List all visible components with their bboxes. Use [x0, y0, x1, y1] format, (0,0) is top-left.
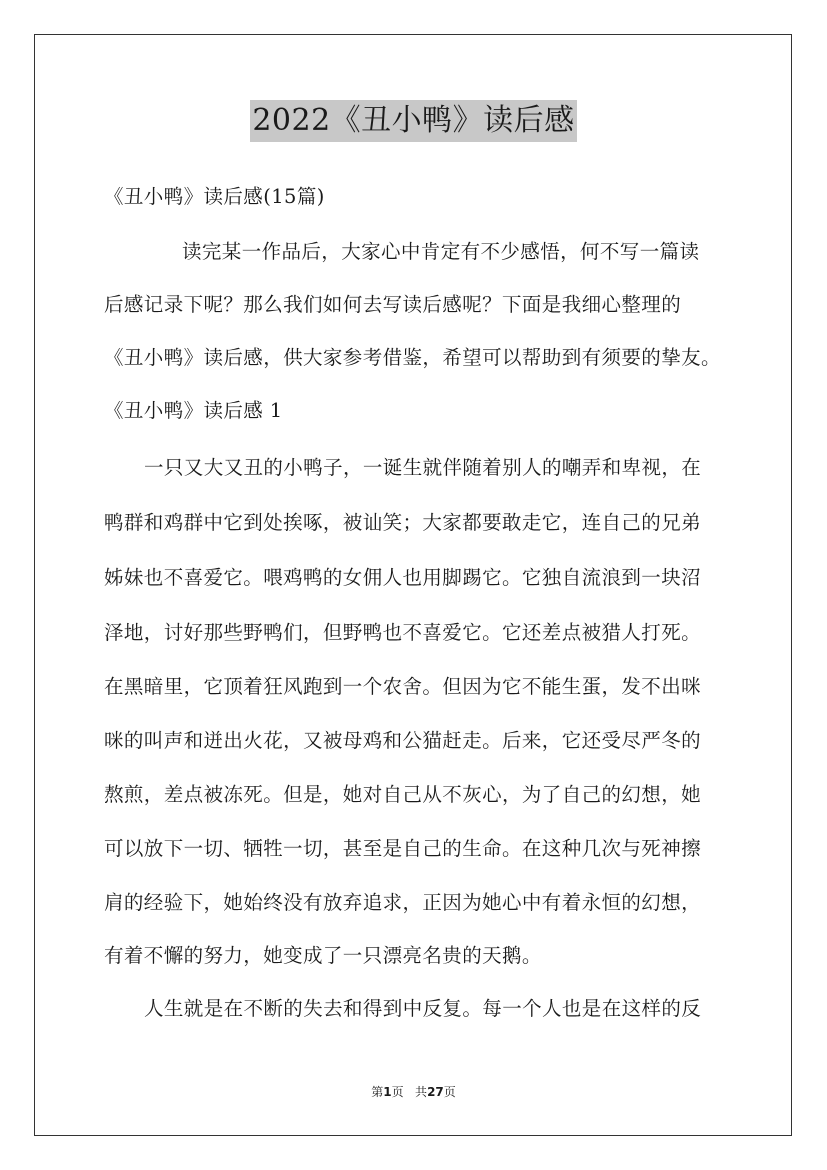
body-line: 姊妹也不喜爱它。喂鸡鸭的女佣人也用脚踢它。它独自流浪到一块沼	[104, 566, 702, 589]
total-pages: 27	[427, 1085, 444, 1099]
page-prefix: 第	[371, 1085, 384, 1099]
section-heading: 《丑小鸭》读后感 1	[104, 399, 283, 422]
body-line: 泽地，讨好那些野鸭们，但野鸭也不喜爱它。它还差点被猎人打死。	[104, 621, 702, 644]
body-line: 可以放下一切、牺牲一切，甚至是自己的生命。在这种几次与死神擦	[104, 837, 702, 860]
body-line: 在黑暗里，它顶着狂风跑到一个农舍。但因为它不能生蛋，发不出咪	[104, 675, 702, 698]
body-line: 鸭群和鸡群中它到处挨啄，被讪笑；大家都要敢走它，连自己的兄弟	[104, 511, 702, 534]
body-line: 一只又大又丑的小鸭子，一诞生就伴随着别人的嘲弄和卑视，在	[144, 456, 702, 479]
body-line: 熬煎，差点被冻死。但是，她对自己从不灰心，为了自己的幻想，她	[104, 783, 702, 806]
total-prefix: 共	[415, 1085, 428, 1099]
page-footer	[0, 1083, 827, 1100]
page-suffix: 页	[391, 1085, 404, 1099]
total-suffix: 页	[443, 1085, 456, 1099]
document-title: 2022《丑小鸭》读后感	[250, 100, 576, 142]
subtitle: 《丑小鸭》读后感(15篇)	[104, 185, 325, 208]
intro-line: 《丑小鸭》读后感，供大家参考借鉴，希望可以帮助到有须要的挚友。	[104, 346, 721, 369]
body-line: 咪的叫声和迸出火花，又被母鸡和公猫赶走。后来，它还受尽严冬的	[104, 729, 702, 752]
intro-line: 后感记录下呢？那么我们如何去写读后感呢？下面是我细心整理的	[104, 293, 682, 316]
closing-line: 人生就是在不断的失去和得到中反复。每一个人也是在这样的反	[144, 997, 702, 1020]
body-line: 肩的经验下，她始终没有放弃追求，正因为她心中有着永恒的幻想，	[104, 891, 702, 914]
title-container	[0, 100, 827, 142]
page-number: 1	[383, 1085, 392, 1099]
intro-line: 读完某一作品后，大家心中肯定有不少感悟，何不写一篇读	[182, 240, 700, 263]
body-line: 有着不懈的努力，她变成了一只漂亮名贵的天鹅。	[104, 944, 542, 967]
